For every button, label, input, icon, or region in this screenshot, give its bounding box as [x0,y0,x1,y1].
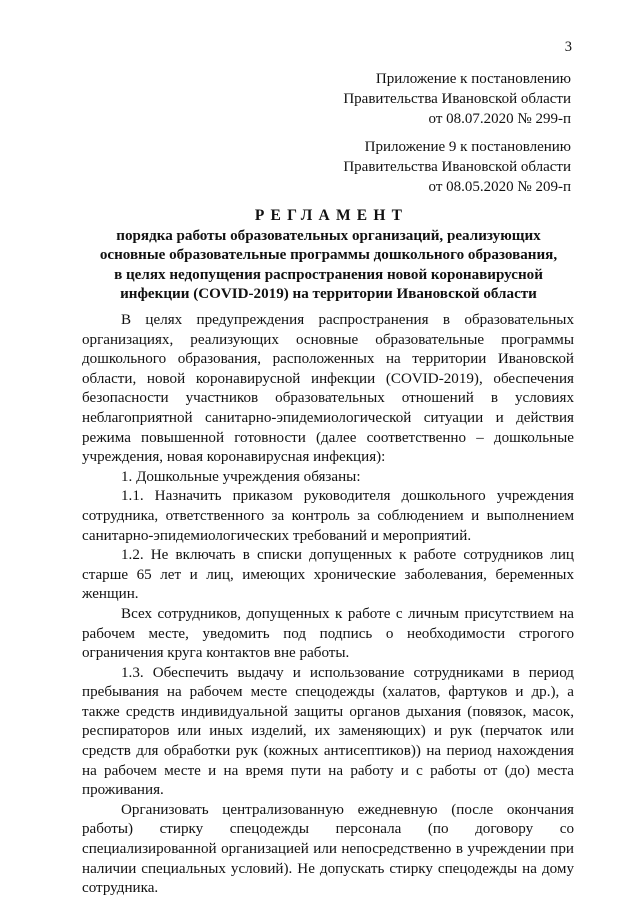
paragraph-staff-notice: Всех сотрудников, допущенных к работе с личным присутствием на рабочем месте, уведомить под подпись о необходимости строгого ограничения круга контактов вне работы. [82,605,574,662]
subtitle-line-3: в целях недопущения распространения новой коронавирусной [114,266,543,283]
page-number: 3 [564,39,572,55]
document-subtitle [82,227,575,305]
subtitle-line-1: порядка работы образовательных организаций, реализующих [116,228,541,244]
subtitle-line-2: основные образовательные программы дошкольного образования, [99,247,558,264]
subtitle-line-4: инфекции (COVID-2019) на территории Ивановской области [120,286,537,303]
appendix-header-current [343,70,571,129]
paragraph-item-1: 1. Дошкольные учреждения обязаны: [121,468,361,485]
paragraph-item-1-1: 1.1. Назначить приказом руководителя дошкольного учреждения сотрудника, ответственного за контроль за соблюдением и выполнением санитарно-эпидемиологических требований и мероприятий. [82,488,574,544]
paragraph-item-1-3: 1.3. Обеспечить выдачу и использование сотрудниками в период пребывания на рабочем месте спецодежды (халатов, фартуков и др.), а также средств индивидуальной защиты органов дыхания (повязок, масок, респираторов или иных изделий, их заменяющих) и рук (перчаток или средств для обработки рук (кожных антисептиков)) на период нахождения на рабочем месте и на время пути на работу и с работы от (до) места проживания. [82,664,574,799]
appendix-original-line-1: Приложение 9 к постановлению [364,139,571,155]
document-title-block [82,206,575,305]
appendix-current-line-3: от 08.07.2020 № 299-п [428,110,571,127]
appendix-header-original [343,138,571,197]
paragraph-laundry: Организовать централизованную ежедневную (после окончания работы) стирку спецодежды персонала (по договору со специализированной организацией или непосредственно в учреждении при наличии специальных условий). Не допускать стирку спецодежды на дому сотрудника. [82,801,574,897]
appendix-original-line-2: Правительства Ивановской области [343,158,571,175]
document-title: РЕГЛАМЕНТ [254,207,409,224]
appendix-current-line-2: Правительства Ивановской области [343,90,571,107]
document-body [82,311,574,899]
appendix-current-line-1: Приложение к постановлению [375,71,571,87]
appendix-original-line-3: от 08.05.2020 № 209-п [428,178,571,195]
paragraph-preamble: В целях предупреждения распространения в образовательных организациях, реализующих основные образовательные программы дошкольного образования, расположенных на территории Ивановской области, новой коронавирусной инфекции (COVID-2019), обеспечения безопасности участников образовательных отношений в условиях неблагоприятной санитарно-эпидемиологической ситуации и действия режима повышенной готовности (далее соответственно – дошкольные учреждения, новая коронавирусная инфекция): [82,312,574,466]
paragraph-item-1-2: 1.2. Не включать в списки допущенных к работе сотрудников лиц старше 65 лет и лиц, имеющих хронические заболевания, беременных женщин. [82,547,574,603]
